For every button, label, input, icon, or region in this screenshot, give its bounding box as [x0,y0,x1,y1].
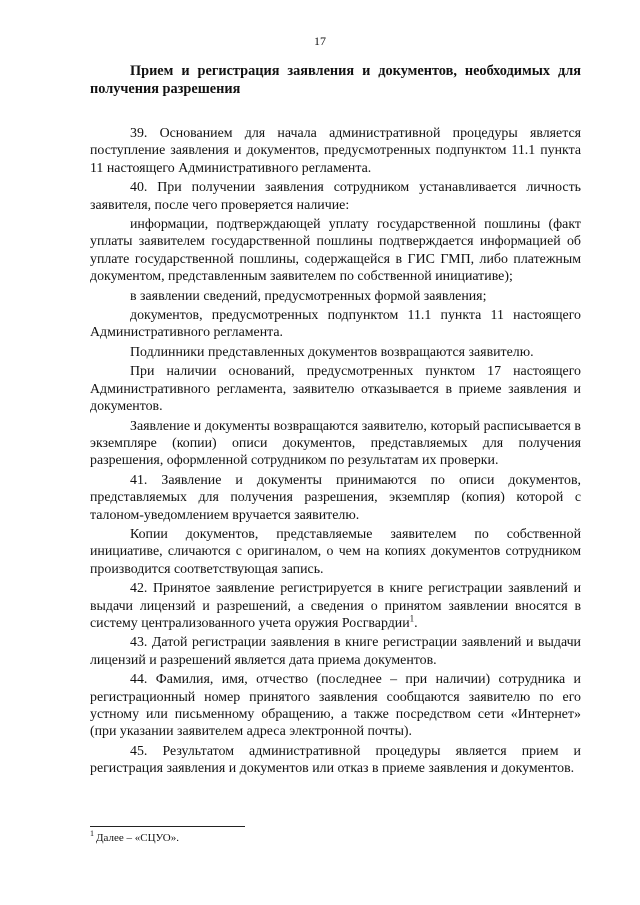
paragraph-42 [90,580,581,632]
paragraph-42-text: 42. Принятое заявление регистрируется в книге регистрации заявлений и выдачи лицензий и разрешений, а сведения о принятом заявлении вносятся в систему централизованного учета оружия Росгвардии [90,581,581,631]
footnote-reference: 1 [409,613,415,624]
paragraph-44: 44. Фамилия, имя, отчество (последнее – при наличии) сотрудника и регистрационный номер принятого заявления сообщаются заявителю по его устному или письменному обращению, а также посредством сети «Интернет» (при указании заявителем адреса электронной почты). [90,672,581,740]
page-content [90,62,581,780]
footnote-mark: 1 [90,829,94,839]
paragraph-45: 45. Результатом административной процедуры является прием и регистрация заявления и документов или отказ в приеме заявления и документов. [90,743,581,777]
paragraph-refusal: При наличии оснований, предусмотренных пунктом 17 настоящего Административного регламента, заявителю отказывается в приеме заявления и документов. [90,364,581,415]
footnote-separator [90,826,245,827]
paragraph-43: 43. Датой регистрации заявления в книге регистрации заявлений и выдачи лицензий и разрешений является дата приема документов. [90,635,581,668]
paragraph-40-item-fee: информации, подтверждающей уплату государственной пошлины (факт уплаты заявителем государственной пошлины подтверждается информацией об уплате государственной пошлины, содержащейся в ГИС ГМП, либо платежным документом, представленным заявителем по собственной инициативе); [90,217,581,285]
paragraph-41: 41. Заявление и документы принимаются по описи документов, представляемых для получения разрешения, экземпляр (копия) которой с талоном-уведомлением вручается заявителю. [90,472,581,523]
footnote-text: Далее – «СЦУО». [96,832,179,844]
paragraph-copies: Копии документов, представляемые заявителем по собственной инициативе, сличаются с оригиналом, о чем на копиях документов сотрудником производится соответствующая запись. [90,526,581,577]
paragraph-40: 40. При получении заявления сотрудником устанавливается личность заявителя, после чего проверяется наличие: [90,180,581,213]
paragraph-39: 39. Основанием для начала административной процедуры является поступление заявления и документов, предусмотренных подпунктом 11.1 пункта 11 настоящего Административного регламента. [90,126,581,176]
paragraph-40-item-form: в заявлении сведений, предусмотренных формой заявления; [130,288,487,304]
paragraph-originals: Подлинники представленных документов возвращаются заявителю. [130,344,534,360]
footnote [90,829,179,844]
paragraph-42-end: . [414,615,418,631]
paragraph-40-item-docs: документов, предусмотренных подпунктом 11.1 пункта 11 настоящего Административного регламента. [90,308,581,341]
paragraph-return: Заявление и документы возвращаются заявителю, который расписывается в экземпляре (копии) описи документов, представляемых для получения разрешения, оформленной сотрудником по результатам их проверки. [90,418,581,469]
page-number: 17 [314,34,326,48]
section-title: Прием и регистрация заявления и документов, необходимых для получения разрешения [90,63,581,97]
